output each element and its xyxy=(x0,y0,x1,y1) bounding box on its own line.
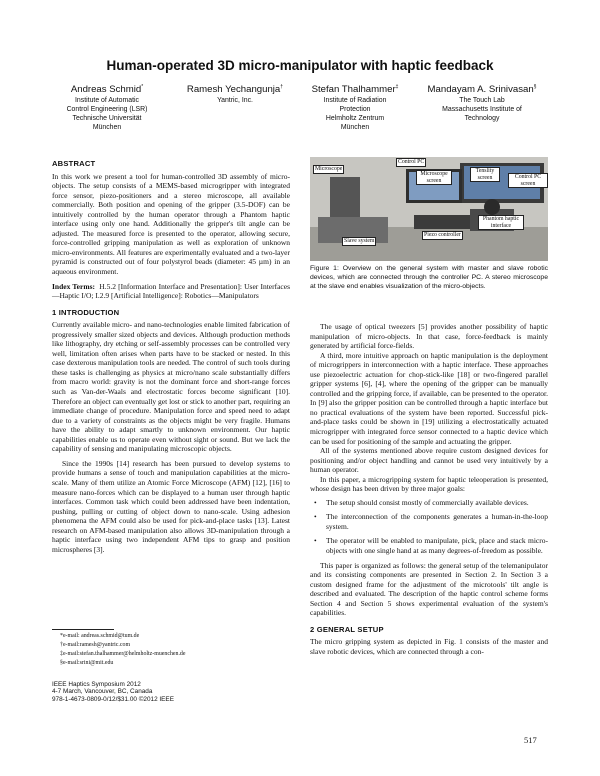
author-affiliation: Massachusetts Institute of xyxy=(442,106,522,114)
author-affiliation: Institute of Automatic xyxy=(75,97,139,105)
author-name: Andreas Schmid* xyxy=(70,84,144,96)
list-item: • The setup should consist mostly of commercially available devices. xyxy=(314,497,529,507)
right-paragraph-2: A third, more intuitive approach on haptic manipulation is the deployment of microgrippers in interconnection with a haptic interface. These approaches use piezoelectric actuation for chop-stick-like [18] or two-fingered parallel gripper systems [6], [4], where the opening of the gripper can be manually controlled and the gripping force, if available, can be presented to the operator. In [9] also the gripper position can be controlled through a haptic interface but no practical evaluations of the system have been reported. Successful pick-and-place tasks could be shown in [19] utilizing a electrostatically actuated microgripper with integrated force sensor connected to a haptic device which can be used for positioning of the sample and actuating the gripper. xyxy=(310,350,548,446)
bullet-icon: • xyxy=(314,536,317,546)
author-block-4 xyxy=(412,84,552,123)
list-item: • The operator will be enabled to manipulate, pick, place and stack micro-objects with one single hand at as many degrees-of-freedom as possible. xyxy=(314,536,548,556)
author-affiliation: Protection xyxy=(339,106,371,114)
general-setup-heading: 2 GENERAL SETUP xyxy=(310,624,384,634)
list-item: • The interconnection of the components generates a human-in-the-loop system. xyxy=(314,512,548,531)
label-slave-system: Slave system xyxy=(344,238,375,244)
author-affiliation: Yantric, Inc. xyxy=(217,97,253,105)
right-paragraph-4: In this paper, a microgripping system for haptic teleoperation is presented, whose design has been driven by three major goals: xyxy=(310,474,548,494)
author-name: Stefan Thalhammer‡ xyxy=(311,84,399,96)
label-tenslity-screen: Tenslity screen xyxy=(470,167,500,182)
author-name: Mandayam A. Srinivasan§ xyxy=(427,84,537,96)
right-column xyxy=(310,322,548,657)
author-affiliation: The Touch Lab xyxy=(459,97,505,105)
right-paragraph-3: All of the systems mentioned above require custom designed devices for positioning and/or object handling and cannot be used very intuitively by a human operator. xyxy=(310,446,548,475)
index-terms-label: Index Terms: xyxy=(52,281,95,291)
label-control-pc-screen: Control PC screen xyxy=(508,173,548,188)
bullet-icon: • xyxy=(314,497,317,507)
author-affiliation: Control Engineering (LSR) xyxy=(66,106,148,114)
paper-title: Human-operated 3D micro-manipulator with haptic feedback xyxy=(106,58,494,73)
footnote: ‡e-mail:stefan.thalhammer@helmholtz-muenchen.de xyxy=(60,651,186,657)
figure-1-photo xyxy=(310,157,548,261)
label-control-pc: Control PC xyxy=(398,159,425,165)
conference-info xyxy=(52,681,174,703)
author-affiliation: München xyxy=(92,124,122,132)
label-microscope-screen: Microscope screen xyxy=(416,170,452,185)
figure-1-caption: Figure 1: Overview on the general system with master and slave robotic devices, which are connected through the controller PC. A stereo microscope at the slave end enables visualization of the micro-objects. xyxy=(310,265,548,290)
intro-paragraph-2: Since the 1990s [14] research has been pursued to develop systems to provide humans a sense of touch and manipulation capabilities at the micro-scale. Many of them utilize an Atomic Force Microscope (AFM) [12], [16] to measure nano-forces which can be displayed to a human user through haptic interfaces. Common task which could been addressed have been indentation, pushing, pulling or cutting of object down to nano-scale. Using adhesion phenomena the AFM could also be used for pick-and-place tasks [13]. Latest research on AFM-based manipulation also allows 3D-manipulation through a haptic interface using two independent AFM tips to grasp and position microspheres [3]. xyxy=(52,458,290,554)
left-column xyxy=(52,159,290,554)
footnote: §e-mail:srini@mit.edu xyxy=(60,660,114,666)
page-number: 517 xyxy=(524,735,537,745)
author-affiliation: München xyxy=(340,124,370,132)
index-terms-text: H.5.2 [Information Interface and Presentation]: User Interfaces—Haptic I/O; I.2.9 [Artificial Intelligence]: Robotics—Manipulators xyxy=(52,281,291,301)
introduction-heading: 1 INTRODUCTION xyxy=(52,307,120,317)
author-block-1 xyxy=(48,84,166,132)
goals-list xyxy=(310,498,548,556)
conference-dates: 4-7 March, Vancouver, BC, Canada xyxy=(52,688,153,696)
index-terms xyxy=(52,282,290,301)
label-microscope: Microscope xyxy=(315,166,343,172)
abstract-text: In this work we present a tool for human-controlled 3D assembly of micro-objects. The setup consists of a MEMS-based microgripper with integrated force sensor, piezo-positioners and a stereo microscope, all available commercially. Both position and opening of the gripper (3.5-DOF) can be intuitively controlled by the human operator through a Phantom haptic interface using only one hand. Additionally the gripper's tilt angle can be adjusted. The measured force is presented to the operator, allowing secure, force-controlled gripping manipulation as well as exploration of unknown micro-environments. All features are experimentally evaluated and a two-layer pyramid is constructed out of four polystyrol beads (diameter: 45 µm) in an aqueous environment. xyxy=(52,171,290,277)
label-piezo-controller: Piezo controller xyxy=(424,232,461,238)
author-affiliation: Helmholtz Zentrum xyxy=(325,115,385,123)
intro-paragraph-1: Currently available micro- and nano-technologies enable limited fabrication of progressively smaller sized objects and devices. Although production methods like lithography, dry etching or self-assembly processes can be controlled very well, limitation often arises when parts have to be stacked or nested. In this case dexterous manipulation tools are needed. The control of such tools during these tasks is challenging as physics at micro/nano scale substantially differs from macro world: gravity is not the dominant force and short-range forces such as Van-der-Waals and electrostatic forces become significant [10]. Therefore an object can eventually get lost or stick to another part, requiring an immediate change of procedure. Manipulation force and speed need to adapt due to a variety of constraints as the objects might be very fragile. Humans have the ability to adapt smartly to unknown environment. Our haptic capabilities enable us to operate even without sight or sound. But we lack the capability of sensing and manipulating microscopic objects. xyxy=(52,320,290,454)
author-block-3 xyxy=(303,84,407,132)
right-paragraph-5: This paper is organized as follows: the general setup of the telemanipulator and its consisting components are presented in Section 2. In Section 3 a custom designed frame for the adjustment of the microtools' tilt angle is described and evaluated. The description of the haptic control scheme forms Section 4 and Section 5 shows experimental evaluation of the system's capabilities. xyxy=(310,560,548,618)
footnote: *e-mail: andreas.schmid@tum.de xyxy=(60,633,140,639)
author-affiliation: Institute of Radiation xyxy=(323,97,387,105)
author-block-2 xyxy=(172,84,298,105)
author-affiliation: Technology xyxy=(464,115,500,123)
right-paragraph-6: The micro gripping system as depicted in Fig. 1 consists of the master and slave robotic devices, which are connected through a con- xyxy=(310,637,548,656)
abstract-heading: ABSTRACT xyxy=(52,159,96,168)
footnote-rule xyxy=(52,629,114,630)
author-name: Ramesh Yechangunja† xyxy=(186,84,284,96)
conference-isbn: 978-1-4673-0809-0/12/$31.00 ©2012 IEEE xyxy=(52,695,174,703)
conference-name: IEEE Haptics Symposium 2012 xyxy=(52,681,141,688)
right-paragraph-1: The usage of optical tweezers [5] provides another possibility of haptic manipulation of micro-objects. In that case, force-feedback is mainly generated by artificial force-fields. xyxy=(310,322,548,351)
footnote: †e-mail:ramesh@yantric.com xyxy=(60,642,131,648)
author-affiliation: Technische Universität xyxy=(72,115,142,123)
bullet-icon: • xyxy=(314,512,317,522)
label-phantom: Phantom haptic interface xyxy=(478,215,524,230)
